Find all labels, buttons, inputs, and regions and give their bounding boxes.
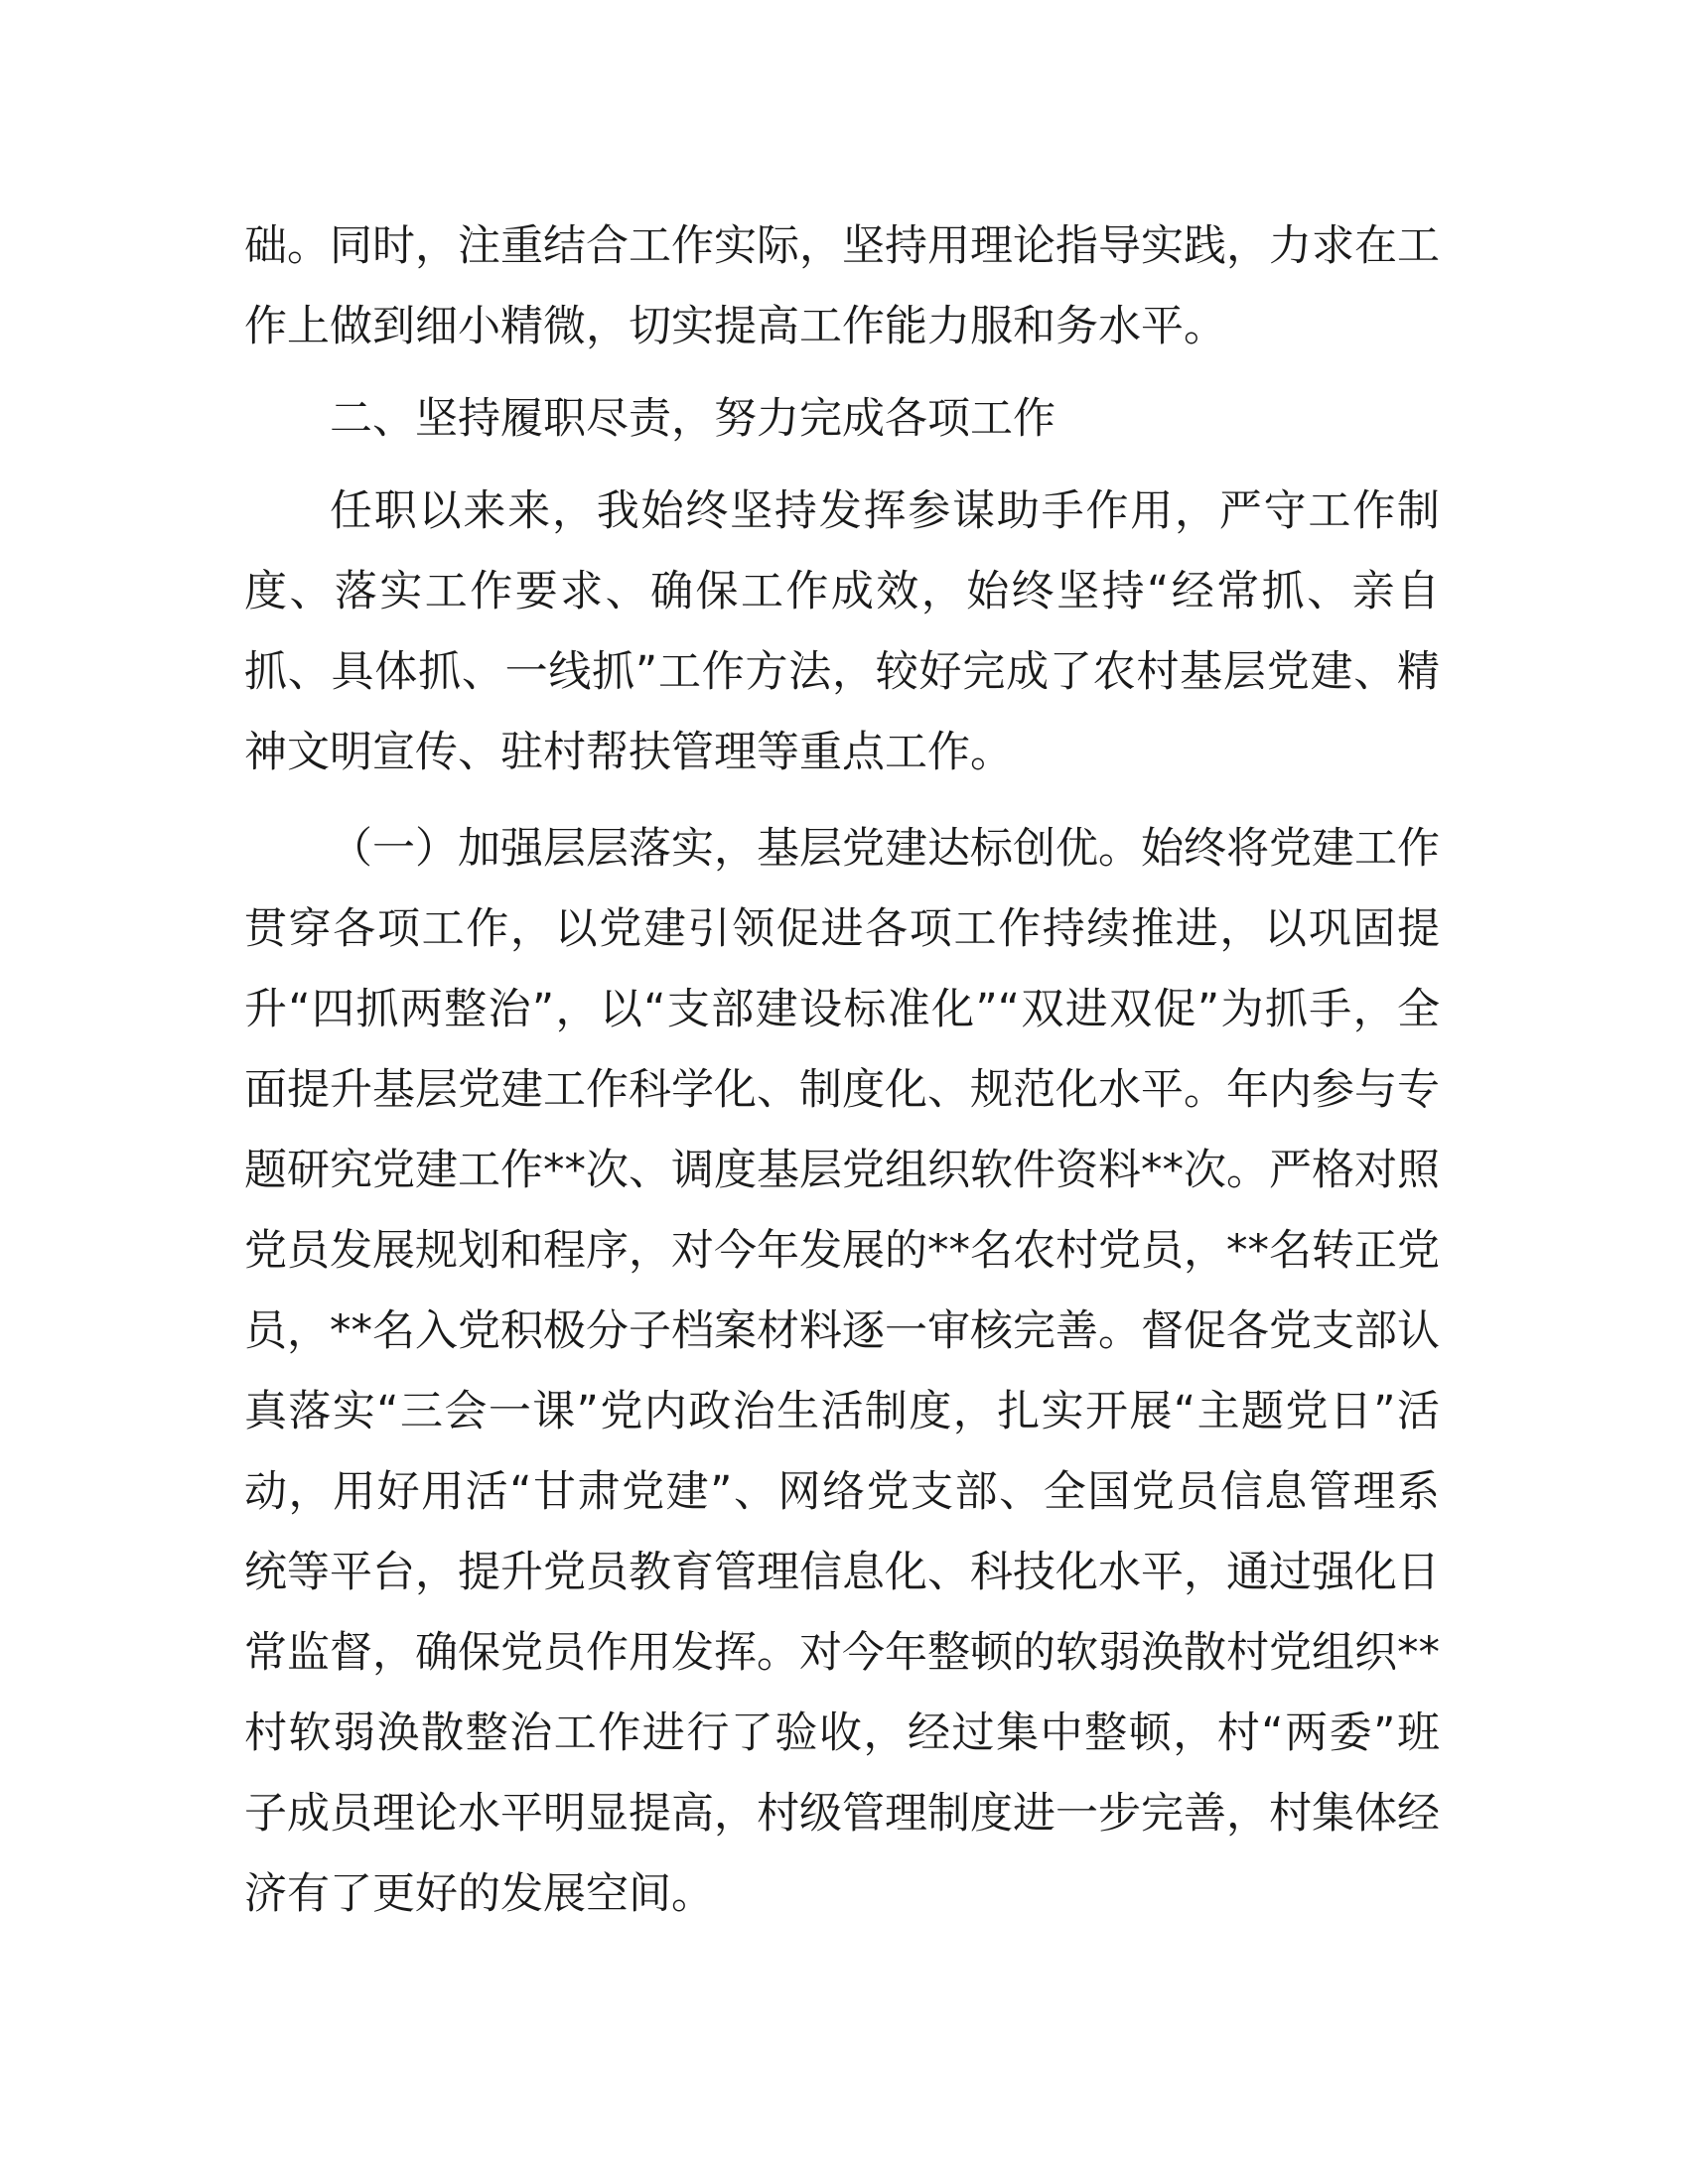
paragraph-subsection-one: （一）加强层层落实，基层党建达标创优。始终将党建工作贯穿各项工作，以党建引领促进各项工作持续推进，以巩固提升“四抓两整治”，以“支部建设标准化”“双进双促”为抓手，全面提升基层党建工作科学化、制度化、规范化水平。年内参与专题研究党建工作**次、调度基层党组织软件资料**次。严格对照党员发展规划和程序，对今年发展的**名农村党员，**名转正党员，**名入党积极分子档案材料逐一审核完善。督促各党支部认真落实“三会一课”党内政治生活制度，扎实开展“主题党日”活动，用好用活“甘肃党建”、网络党支部、全国党员信息管理系统等平台，提升党员教育管理信息化、科技化水平，通过强化日常监督，确保党员作用发挥。对今年整顿的软弱涣散村党组织**村软弱涣散整治工作进行了验收，经过集中整顿，村“两委”班子成员理论水平明显提高，村级管理制度进一步完善，村集体经济有了更好的发展空间。	[244, 824, 1440, 1919]
document-body	[244, 206, 1440, 1935]
paragraph-intro: 任职以来来，我始终坚持发挥参谋助手作用，严守工作制度、落实工作要求、确保工作成效，始终坚持“经常抓、亲自抓、具体抓、一线抓”工作方法，较好完成了农村基层党建、精神文明宣传、驻村帮扶管理等重点工作。	[244, 486, 1440, 777]
section-heading: 二、坚持履职尽责，努力完成各项工作	[330, 394, 1055, 444]
paragraph-continuation: 础。同时，注重结合工作实际，坚持用理论指导实践，力求在工作上做到细小精微，切实提高工作能力服和务水平。	[244, 221, 1440, 351]
